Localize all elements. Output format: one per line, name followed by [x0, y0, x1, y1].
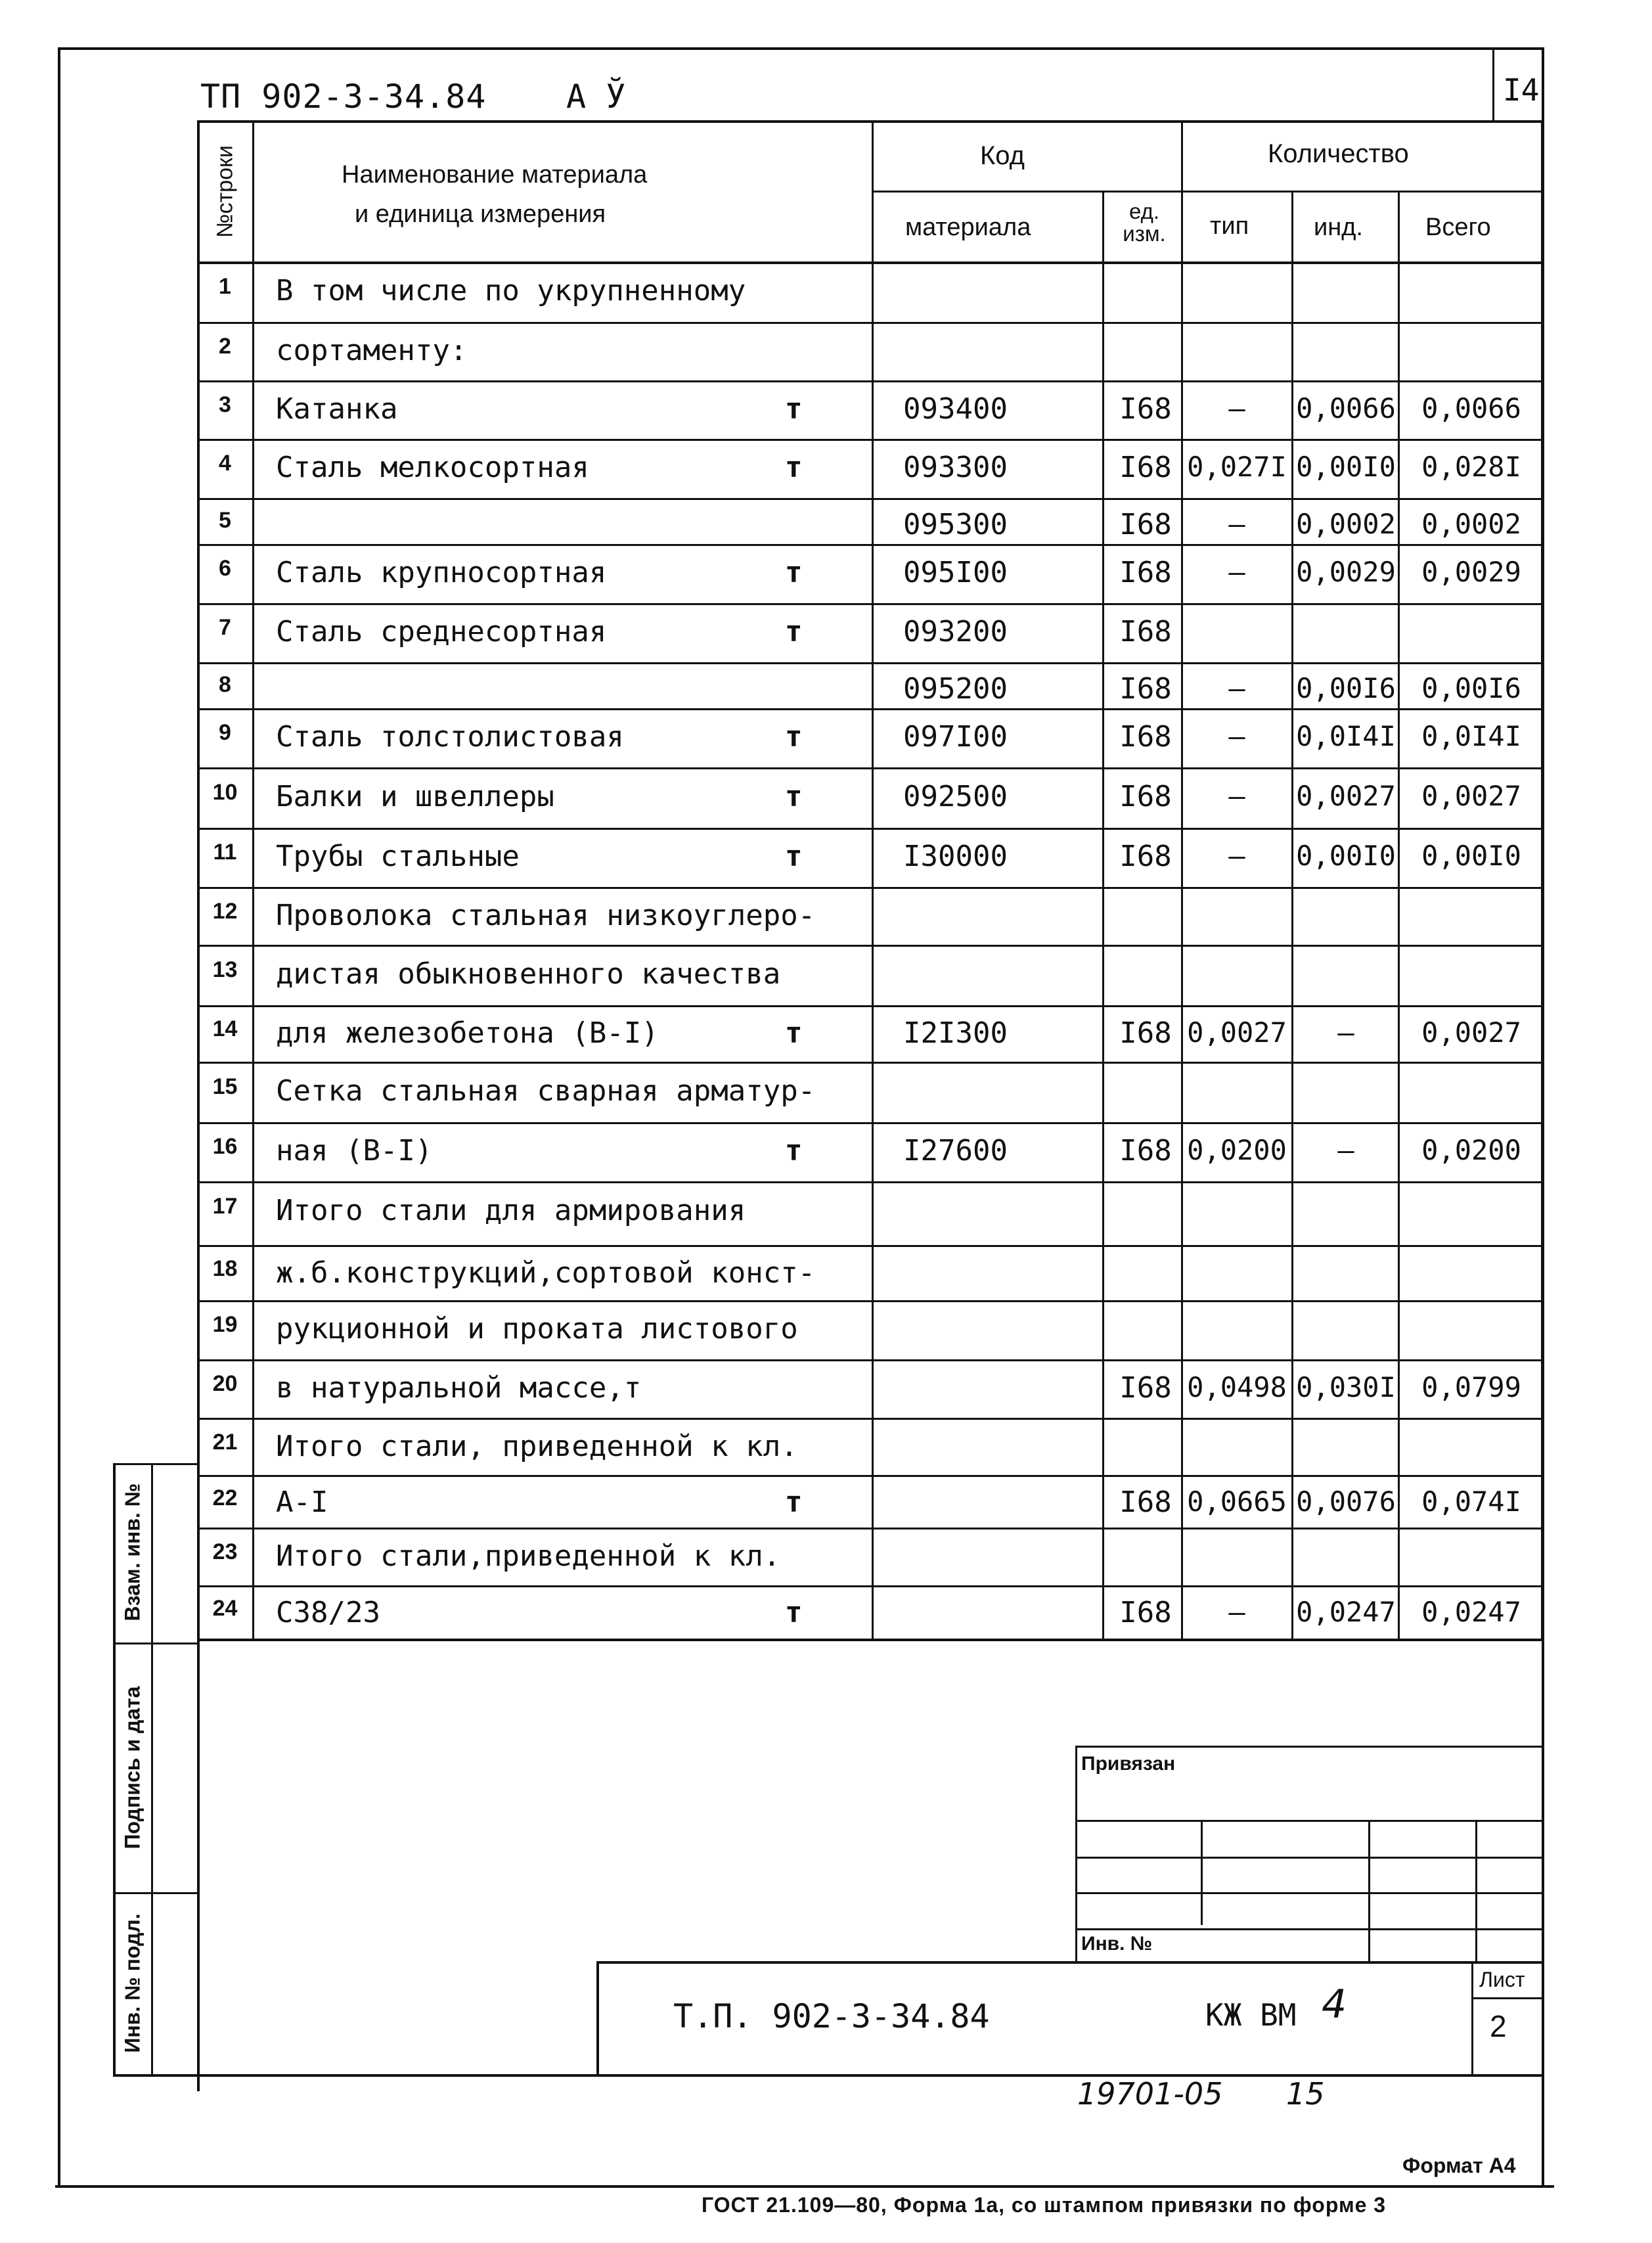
sheet-corner-number: I4: [1503, 72, 1540, 108]
unit-code: I68: [1119, 556, 1172, 589]
gost-label: ГОСТ 21.109—80, Форма 1а, со штампом привязки по форме 3: [702, 2193, 1387, 2217]
qty-total: 0,028I: [1421, 451, 1521, 483]
material-code: 092500: [903, 780, 1008, 813]
qty-ind: 0,00I6: [1296, 672, 1396, 704]
material-name: С38/23: [276, 1596, 380, 1629]
material-name: ж.б.конструкций,сортовой конст-: [276, 1256, 816, 1290]
qty-type: –: [1228, 508, 1245, 540]
code-header: Код: [980, 141, 1025, 170]
qty-total: 0,0027: [1421, 1016, 1521, 1049]
qty-ind: –: [1337, 1134, 1354, 1166]
row-number: 18: [212, 1256, 238, 1281]
binding-title: Привязан: [1081, 1753, 1176, 1775]
row-number: 24: [212, 1596, 238, 1621]
material-code: I30000: [903, 840, 1008, 873]
unit-symbol: т: [785, 615, 803, 648]
material-name: рукционной и проката листового: [276, 1312, 798, 1346]
material-name: В том числе по укрупненному: [276, 274, 746, 307]
qty-type: –: [1228, 672, 1245, 704]
row-number: 7: [219, 615, 231, 640]
material-name: Сталь среднесортная: [276, 615, 607, 648]
unit-code: I68: [1119, 1485, 1172, 1519]
qty-ind: 0,00I0: [1296, 840, 1396, 872]
qty-total: 0,0200: [1421, 1134, 1521, 1166]
unit-symbol: т: [785, 392, 803, 426]
drawing-mark: КЖ ВМ: [1205, 1997, 1297, 2033]
qty-type: 0,0027: [1187, 1016, 1287, 1049]
row-number: 23: [212, 1539, 238, 1564]
material-name: для железобетона (В-I): [276, 1016, 659, 1050]
row-number: 9: [219, 720, 231, 745]
qty-type: –: [1228, 556, 1245, 588]
material-name: Итого стали, приведенной к кл.: [276, 1430, 798, 1463]
material-code: 095300: [903, 508, 1008, 541]
row-number: 19: [212, 1312, 238, 1337]
material-name: Сталь крупносортная: [276, 556, 607, 589]
binding-inventory: Инв. №: [1081, 1933, 1153, 1955]
row-number: 2: [219, 334, 231, 359]
qty-total: 0,0002: [1421, 508, 1521, 540]
qty-type: –: [1228, 720, 1245, 752]
material-code: 095I00: [903, 556, 1008, 589]
row-number: 12: [212, 899, 238, 924]
unit-code: I68: [1119, 451, 1172, 484]
material-name: Трубы стальные: [276, 840, 520, 873]
material-name: Проволока стальная низкоуглеро-: [276, 899, 816, 932]
name-header-line1: Наименование материала: [342, 161, 648, 189]
qty-ind: 0,0027: [1296, 780, 1396, 812]
qty-total: 0,0799: [1421, 1371, 1521, 1403]
qty-total: 0,074I: [1421, 1485, 1521, 1518]
unit-code: I68: [1119, 720, 1172, 754]
frame-top: [59, 47, 1543, 50]
qty-ind: 0,0076: [1296, 1485, 1396, 1518]
qty-ind: 0,0247: [1296, 1596, 1396, 1628]
qty-total-header: Всего: [1425, 214, 1491, 241]
qty-ind: 0,0066: [1296, 392, 1396, 424]
frame-bottom: [55, 2185, 1554, 2188]
unit-symbol: т: [785, 840, 803, 873]
row-number: 20: [212, 1371, 238, 1396]
qty-type: 0,0498: [1187, 1371, 1287, 1403]
unit-symbol: т: [785, 1596, 803, 1629]
drawing-mark-number: 4: [1322, 1982, 1347, 2028]
qty-total: 0,0027: [1421, 780, 1521, 812]
handwritten-archive-number: 19701-05: [1077, 2076, 1223, 2112]
qty-ind: 0,0002: [1296, 508, 1396, 540]
code-material-header: материала: [905, 214, 1031, 241]
unit-code: I68: [1119, 672, 1172, 706]
qty-type: 0,0665: [1187, 1485, 1287, 1518]
qty-total: 0,0247: [1421, 1596, 1521, 1628]
qty-type: 0,0200: [1187, 1134, 1287, 1166]
stamp-signature-date: Подпись и дата: [120, 1686, 145, 1849]
album-mark: А Ў: [566, 78, 626, 116]
material-name: в натуральной массе,т: [276, 1371, 642, 1405]
unit-symbol: т: [785, 720, 803, 754]
material-code: I27600: [903, 1134, 1008, 1167]
row-number: 6: [219, 556, 231, 581]
row-number: 17: [212, 1194, 238, 1219]
row-number: 11: [213, 840, 237, 865]
qty-ind: 0,0I4I: [1296, 720, 1396, 752]
quantity-header: Количество: [1268, 139, 1409, 168]
material-name: Итого стали,приведенной к кл.: [276, 1539, 781, 1573]
row-number: 1: [219, 274, 231, 299]
qty-total: 0,0I4I: [1421, 720, 1521, 752]
material-name: дистая обыкновенного качества: [276, 957, 781, 991]
sheet-label: Лист: [1479, 1968, 1525, 1991]
material-code: I2I300: [903, 1016, 1008, 1050]
qty-ind-header: инд.: [1314, 214, 1363, 241]
unit-code: I68: [1119, 1016, 1172, 1050]
qty-total: 0,0029: [1421, 556, 1521, 588]
material-code: 093300: [903, 451, 1008, 484]
material-name: Сталь мелкосортная: [276, 451, 589, 484]
material-name: Сталь толстолистовая: [276, 720, 624, 754]
code-unit-header: ед. изм.: [1123, 199, 1166, 246]
unit-code: I68: [1119, 1596, 1172, 1629]
document-reference: ТП 902-3-34.84: [200, 78, 487, 116]
unit-code: I68: [1119, 840, 1172, 873]
stamp-replacement-inventory: Взам. инв. №: [120, 1483, 145, 1621]
material-name: Балки и швеллеры: [276, 780, 554, 813]
unit-symbol: т: [785, 1016, 803, 1050]
row-number: 16: [212, 1134, 238, 1159]
material-name: Катанка: [276, 392, 398, 426]
material-name: сортаменту:: [276, 334, 468, 367]
format-label: Формат А4: [1402, 2154, 1516, 2177]
row-number: 5: [219, 508, 231, 533]
row-number: 22: [212, 1485, 238, 1510]
qty-ind: 0,0029: [1296, 556, 1396, 588]
qty-type: –: [1228, 392, 1245, 424]
handwritten-page-number: 15: [1286, 2076, 1325, 2112]
unit-code: I68: [1119, 392, 1172, 426]
qty-ind: 0,030I: [1296, 1371, 1396, 1403]
name-header-line2: и единица измерения: [355, 200, 606, 228]
unit-code: I68: [1119, 780, 1172, 813]
frame-left: [58, 47, 60, 2186]
qty-type: –: [1228, 1596, 1245, 1628]
material-code: 095200: [903, 672, 1008, 706]
material-code: 093400: [903, 392, 1008, 426]
row-number: 21: [212, 1430, 238, 1455]
unit-code: I68: [1119, 1134, 1172, 1167]
row-number: 4: [219, 451, 231, 476]
unit-symbol: т: [785, 1485, 803, 1519]
row-number-header: №строки: [212, 145, 238, 238]
qty-total: 0,0066: [1421, 392, 1521, 424]
qty-type: –: [1228, 780, 1245, 812]
unit-symbol: т: [785, 780, 803, 813]
qty-ind: –: [1337, 1016, 1354, 1049]
row-number: 3: [219, 392, 231, 417]
sheet-number: 2: [1490, 2009, 1507, 2043]
material-code: 093200: [903, 615, 1008, 648]
material-name: ная (В-I): [276, 1134, 433, 1167]
qty-type: 0,027I: [1187, 451, 1287, 483]
qty-type-header: тип: [1210, 212, 1249, 240]
material-name: Сетка стальная сварная арматур-: [276, 1074, 816, 1108]
unit-symbol: т: [785, 1134, 803, 1167]
row-number: 10: [212, 780, 238, 805]
qty-type: –: [1228, 840, 1245, 872]
qty-ind: 0,00I0: [1296, 451, 1396, 483]
doc-number: Т.П. 902-3-34.84: [673, 1997, 990, 2035]
row-number: 8: [219, 672, 231, 697]
material-name: А-I: [276, 1485, 328, 1519]
qty-total: 0,00I0: [1421, 840, 1521, 872]
material-code: 097I00: [903, 720, 1008, 754]
unit-symbol: т: [785, 451, 803, 484]
stamp-original-inventory: Инв. № подл.: [120, 1913, 145, 2053]
qty-total: 0,00I6: [1421, 672, 1521, 704]
unit-code: I68: [1119, 615, 1172, 648]
material-name: Итого стали для армирования: [276, 1194, 746, 1227]
unit-code: I68: [1119, 508, 1172, 541]
unit-code: I68: [1119, 1371, 1172, 1405]
row-number: 14: [212, 1016, 238, 1041]
unit-symbol: т: [785, 556, 803, 589]
row-number: 13: [212, 957, 238, 982]
row-number: 15: [212, 1074, 238, 1099]
